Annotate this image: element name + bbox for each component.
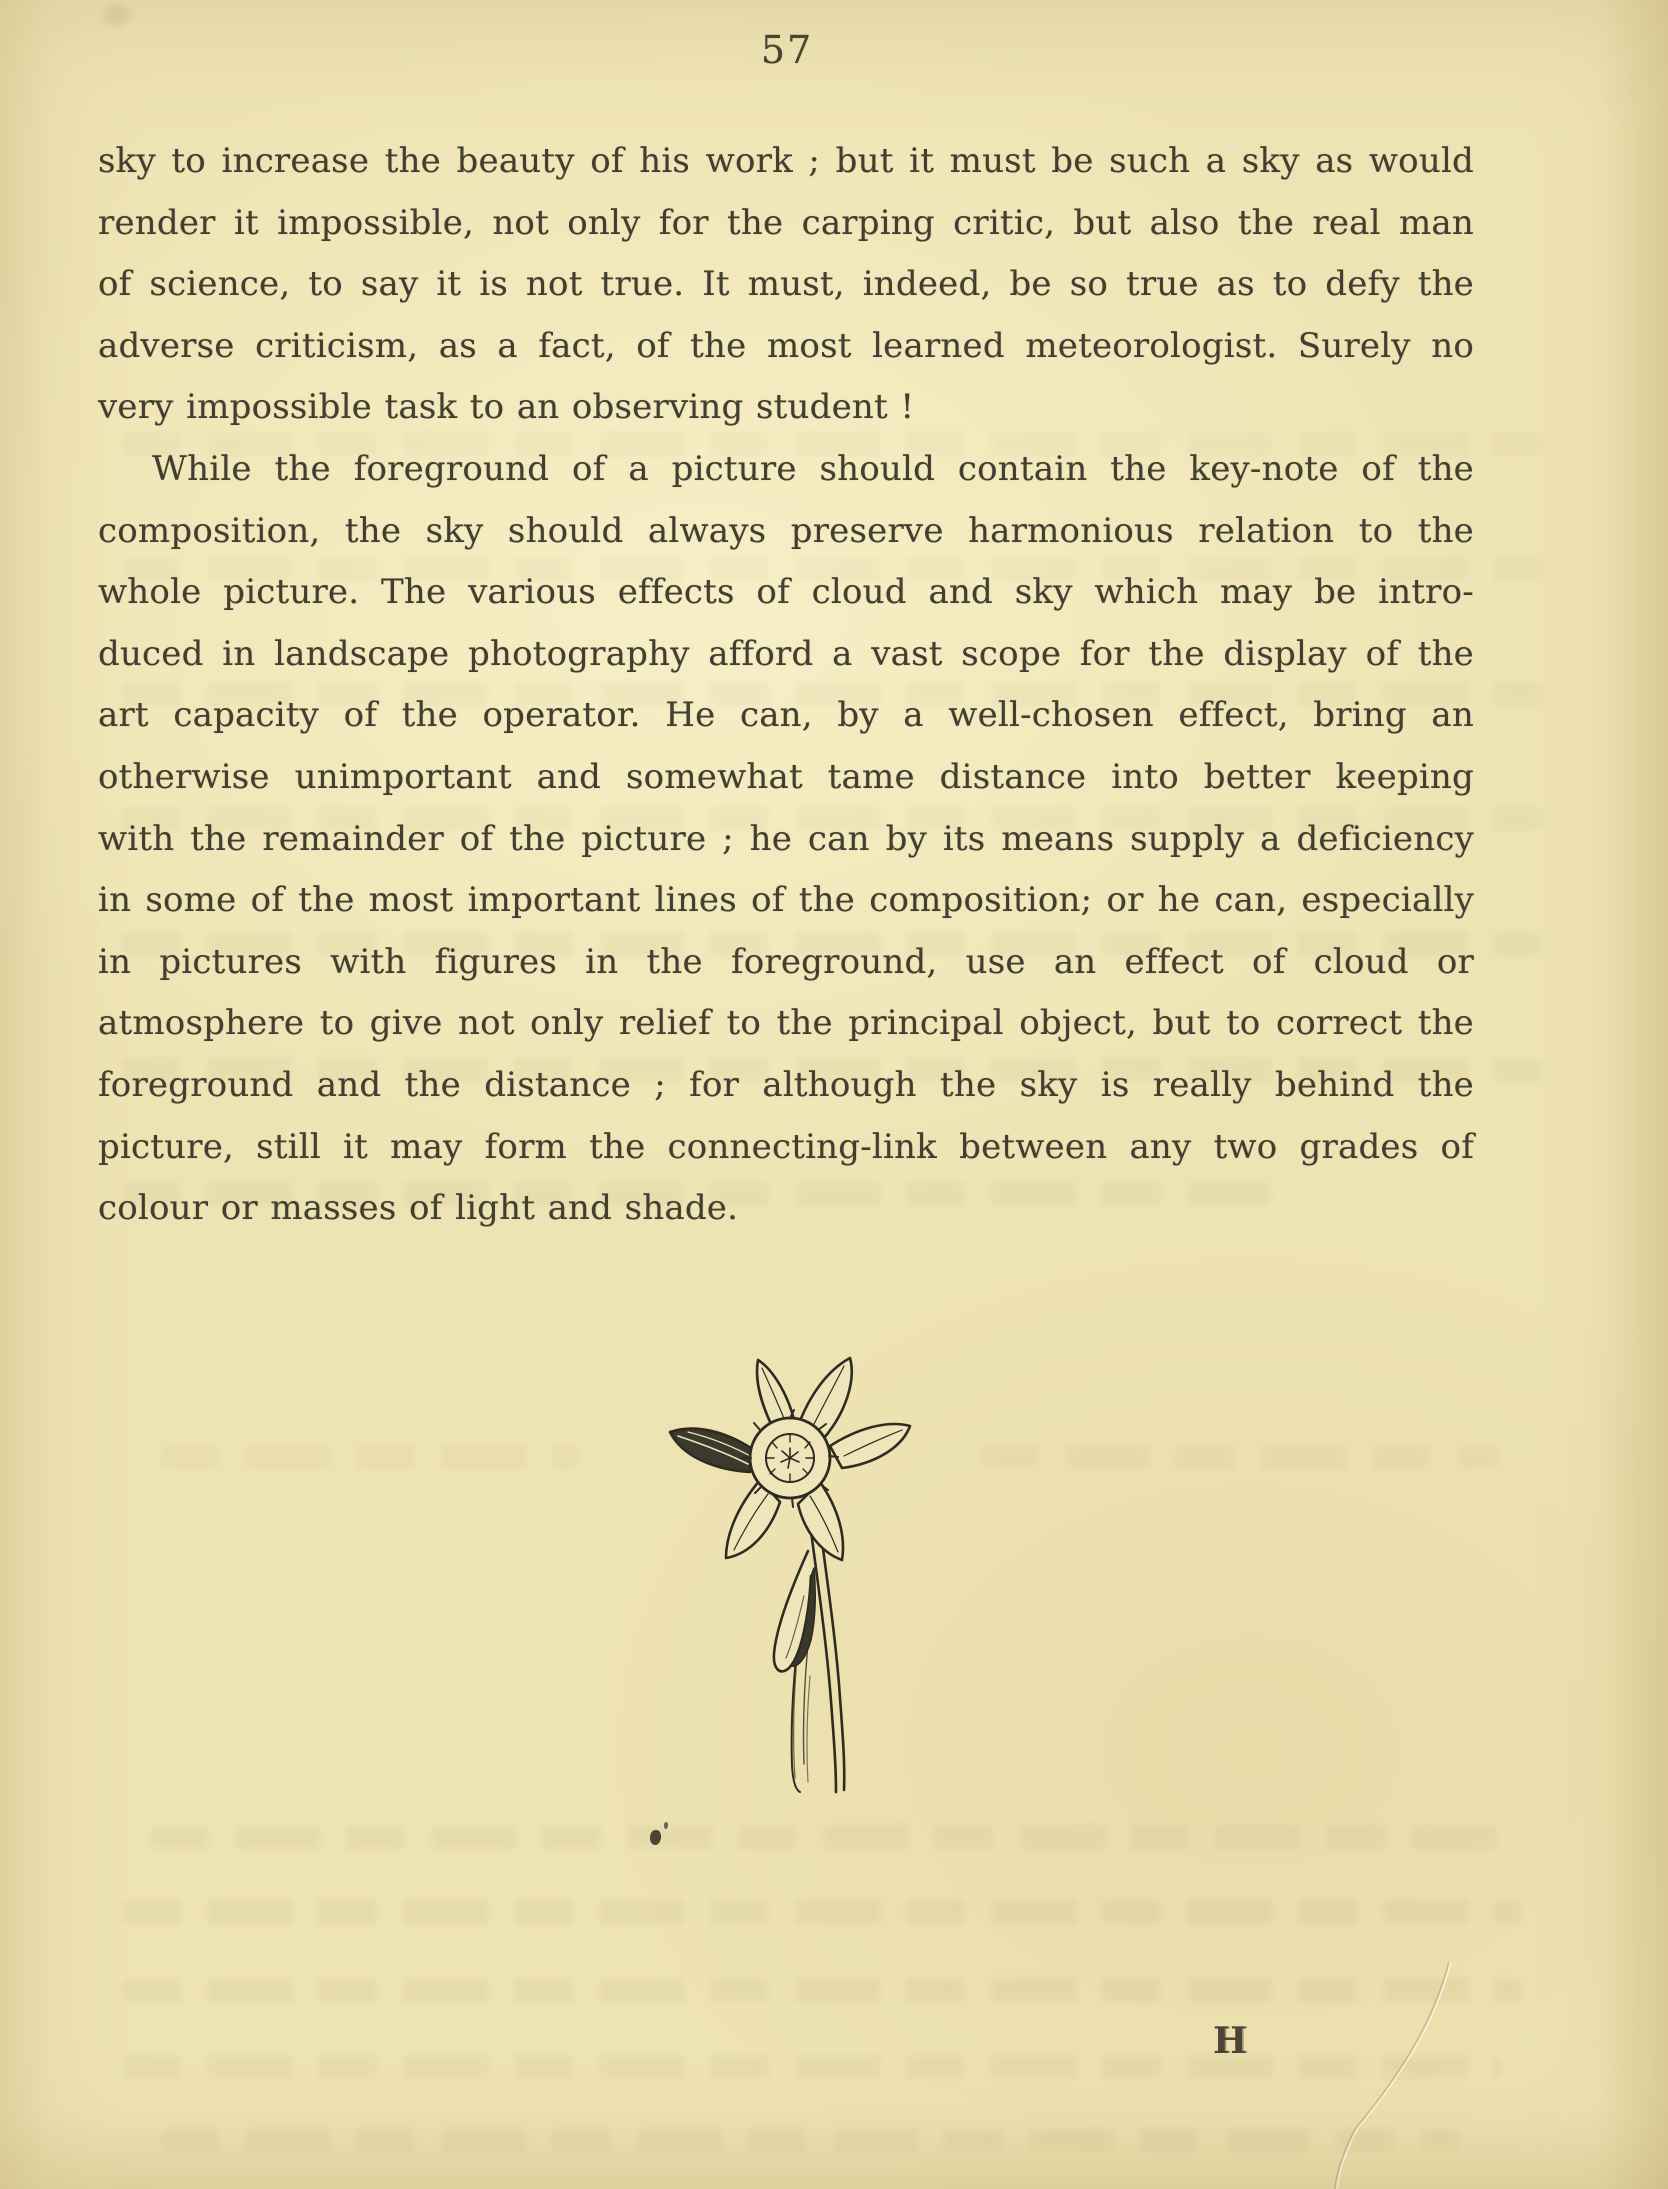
daffodil-engraving-svg — [658, 1346, 926, 1798]
show-through — [160, 2128, 1460, 2152]
text-line: art capacity of the operator. He can, by a well-chosen effect, bring an — [98, 695, 1474, 736]
paragraph — [98, 131, 1474, 439]
text-line: otherwise unimportant and somewhat tame distance into better keeping — [98, 756, 1474, 797]
text-line: duced in landscape photography afford a vast scope for the display of the — [98, 633, 1474, 674]
text-line: atmosphere to give not only relief to the principal object, but to correct the — [98, 1003, 1474, 1044]
text-line: adverse criticism, as a fact, of the most learned meteorologist. Surely no — [98, 325, 1474, 366]
text-line: render it impossible, not only for the carping critic, but also the real man — [98, 202, 1474, 243]
text-line: foreground and the distance ; for although the sky is really behind the — [98, 1064, 1474, 1105]
show-through — [122, 2055, 1502, 2079]
text-line: picture, still it may form the connecting-link between any two grades of — [98, 1126, 1474, 1167]
paragraph — [98, 439, 1474, 1240]
text-line: very impossible task to an observing student ! — [98, 387, 915, 428]
text-line: composition, the sky should always preserve harmonious relation to the — [98, 510, 1474, 551]
text-line: sky to increase the beauty of his work ; but it must be such a sky as would — [98, 141, 1474, 181]
show-through — [980, 1445, 1500, 1469]
signature-mark: H — [1212, 2020, 1247, 2062]
text-line: in pictures with figures in the foreground, use an effect of cloud or — [98, 941, 1474, 982]
text-line: with the remainder of the picture ; he can by its means supply a deficiency — [98, 818, 1474, 859]
text-line: whole picture. The various effects of cloud and sky which may be intro- — [98, 572, 1474, 613]
ink-speck — [650, 1830, 661, 1845]
text-line: colour or masses of light and shade. — [98, 1188, 739, 1229]
body-text — [98, 131, 1474, 1240]
text-line: of science, to say it is not true. It must, indeed, be so true as to defy the — [98, 264, 1474, 305]
show-through — [150, 1825, 1510, 1849]
ink-speck — [664, 1822, 668, 1829]
paper-smudge — [104, 4, 130, 26]
show-through — [160, 1445, 580, 1469]
page-number: 57 — [760, 28, 814, 72]
daffodil-illustration — [658, 1346, 926, 1798]
text-line: While the foreground of a picture should contain the key-note of the — [152, 448, 1474, 489]
show-through — [122, 1978, 1522, 2002]
text-line: in some of the most important lines of the composition; or he can, especially — [98, 880, 1474, 921]
show-through — [122, 1900, 1522, 1924]
